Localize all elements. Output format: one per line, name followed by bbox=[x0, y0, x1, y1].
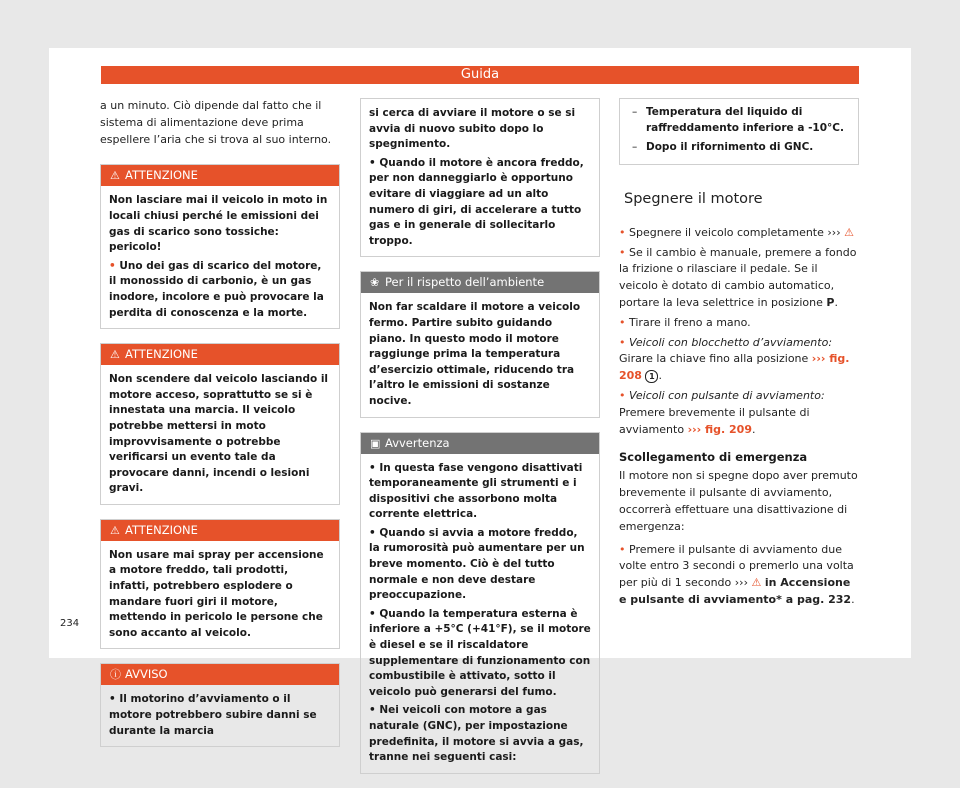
environment-box: ❀ Per il rispetto dell’ambiente Non far scaldare il motore a veicolo fermo. Partire subito guidando piano. In questo modo il motore raggiunge prima la temperatura d’esercizio ottimale, riducendo tra l’altro le emissioni di sostanze nocive. bbox=[360, 271, 600, 417]
page-header: Guida bbox=[101, 66, 859, 84]
warning-header: ⚠ ATTENZIONE bbox=[101, 344, 339, 365]
note-header: ▣ Avvertenza bbox=[361, 433, 599, 454]
list-item: – Temperatura del liquido di raffreddamento inferiore a -10°C. bbox=[628, 105, 850, 136]
warning-text: Non scendere dal veicolo lasciando il motore acceso, soprattutto se si è innestata una marcia. Il veicolo potrebbe mettersi in moto improvvisamente o potrebbe verificarsi un evento tale da provocare danni, incendi o lesioni gravi. bbox=[109, 373, 329, 495]
warning-box-1: ⚠ ATTENZIONE Non lasciare mai il veicolo in moto in locali chiusi perché le emissioni dei gas di scarico sono tossiche: pericolo! • Uno dei gas di scarico del motore, il monossido di carbonio, è un gas inodore, incolore e può provocare la perdita di conoscenza e la morte. bbox=[100, 164, 340, 329]
warning-box-2 bbox=[100, 343, 340, 505]
subheading: Scollegamento di emergenza bbox=[619, 450, 808, 465]
column-1 bbox=[100, 98, 340, 761]
reference-arrows[interactable]: ››› bbox=[734, 576, 748, 590]
column-2 bbox=[360, 98, 600, 788]
bullet-dot-icon: • bbox=[369, 704, 376, 717]
warning-triangle-icon: ⚠ bbox=[110, 169, 120, 183]
bullet-dot-icon: • bbox=[369, 607, 376, 620]
page-number: 234 bbox=[60, 618, 80, 629]
list-item: – Dopo il rifornimento di GNC. bbox=[628, 140, 850, 156]
figure-link[interactable]: ››› fig. 209 bbox=[687, 422, 752, 436]
notice-header: ⓘ AVVISO bbox=[101, 664, 339, 685]
bullet-dot-icon: • bbox=[109, 259, 116, 272]
emergency-text: Il motore non si spegne dopo aver premuto brevemente il pulsante di avviamento, occorrerà effettuare una disattivazione di emergenza: bbox=[619, 469, 858, 533]
bullet-dot-icon: • bbox=[369, 526, 376, 539]
intro-text: a un minuto. Ciò dipende dal fatto che il sistema di alimentazione deve prima espellere l’aria che si trova al suo interno. bbox=[100, 99, 332, 146]
section-heading: Spegnere il motore bbox=[624, 190, 763, 207]
reference-arrows[interactable]: ››› bbox=[827, 225, 841, 239]
warning-box-3 bbox=[100, 519, 340, 650]
warning-triangle-icon: ⚠ bbox=[110, 348, 120, 362]
info-square-icon: ▣ bbox=[370, 436, 381, 450]
page-link[interactable]: in Accensione e pulsante di avviamento* a pag. 232 bbox=[619, 576, 852, 606]
bullet-dot-icon: • bbox=[109, 693, 116, 706]
notice-box: ⓘ AVVISO • Il motorino d’avviamento o il motore potrebbero subire danni se durante la marcia bbox=[100, 663, 340, 747]
warning-text: Non lasciare mai il veicolo in moto in locali chiusi perché le emissioni dei gas di scarico sono tossiche: pericolo! bbox=[109, 194, 328, 254]
dash-list-box bbox=[619, 98, 859, 165]
warning-header: ⚠ ATTENZIONE bbox=[101, 520, 339, 541]
column-3: – Temperatura del liquido di raffreddamento inferiore a -10°C. – Dopo il rifornimento di GNC. Spegnere il motore • Spegnere il veicolo completamente ››› ⚠ • Se il cambio è manuale, premere a fondo la frizione o rilasciare il pedale. Se il veicolo è dotato di cambio automatico, portare la leva selettrice in posizione P. • Tirare il freno a mano. • Veicoli con blocchetto d’avviamento: Girare la chiave fino alla posizione ››› fig. 208 1 . • Veicoli con pulsante di avviamento: Premere brevemente il pulsante di avviamento ››› fig. 209. Scollegamento di emergenza Il motore non si spegne dopo aver premuto brevemente il pulsante di avviamento, occorrerà effettuare una disattivazione di emergenza: • Premere il pulsante di avviamento due volte entro 3 secondi o premerlo una volta per più di 1 secondo ››› ⚠ in Accensione e pulsante di avviamento* a pag. 232. bbox=[619, 98, 859, 609]
callout-number: 1 bbox=[645, 370, 658, 383]
figure-link[interactable]: ››› fig. 208 bbox=[619, 352, 850, 383]
warning-text: Non usare mai spray per accensione a motore freddo, tali prodotti, infatti, potrebbero esplodere o mandare fuori giri il motore, mettendo in pericolo le persone che sono accanto al veicolo. bbox=[109, 548, 324, 639]
bullet-dot-icon: • bbox=[369, 156, 376, 169]
environment-header: ❀ Per il rispetto dell’ambiente bbox=[361, 272, 599, 293]
bullet-dot-icon: • bbox=[369, 461, 376, 474]
flower-icon: ❀ bbox=[370, 276, 380, 290]
note-box: ▣ Avvertenza • In questa fase vengono disattivati temporaneamente gli strumenti e i dispositivi che assorbono molta corrente elettrica. • Quando si avvia a motore freddo, la rumorosità può aumentare per un breve momento. Ciò è del tutto normale e non deve destare preoccupazione. • Quando la temperatura esterna è inferiore a +5°C (+41°F), se il motore è diesel e se il riscaldatore supplementare di funzionamento con combustibile è attivato, sotto il veicolo può generarsi del fumo. • Nei veicoli con motore a gas naturale (GNC), per impostazione predefinita, il motore si avvia a gas, tranne nei seguenti casi: bbox=[360, 432, 600, 774]
warning-header: ⚠ ATTENZIONE bbox=[101, 165, 339, 186]
info-circle-icon: ⓘ bbox=[110, 668, 121, 682]
warning-triangle-icon: ⚠ bbox=[110, 523, 120, 537]
notice-continuation: si cerca di avviare il motore o se si avvia di nuovo subito dopo lo spegnimento. • Quando il motore è ancora freddo, per non danneggiarlo è opportuno evitare di viaggiare ad un alto numero di giri, di accelerare a tutto gas e in generale di sollecitarlo troppo. bbox=[360, 98, 600, 257]
warning-triangle-icon: ⚠ bbox=[844, 225, 854, 239]
warning-triangle-icon: ⚠ bbox=[751, 576, 762, 590]
